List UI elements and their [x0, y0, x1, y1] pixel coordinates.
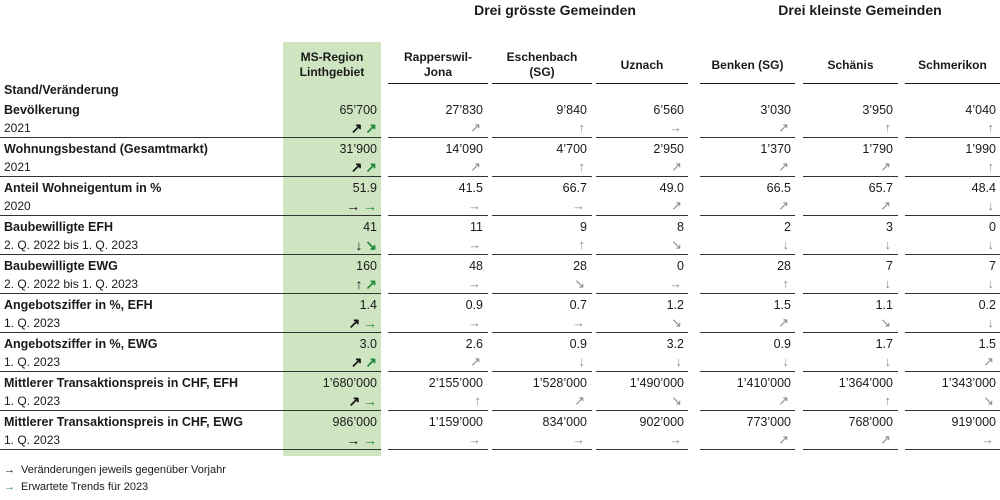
col-header-uznach: Uznach: [620, 57, 664, 72]
cell-value: 51.9: [352, 181, 377, 195]
row-divider: [700, 293, 795, 294]
legend-item: [4, 481, 148, 493]
row-divider: [803, 410, 898, 411]
row-divider: [803, 137, 898, 138]
row-divider: [905, 176, 1000, 177]
cell-value: 834’000: [542, 415, 587, 429]
row-period: 1. Q. 2023: [4, 394, 61, 408]
change-arrow-icon: ↗: [348, 315, 361, 331]
row-divider: [803, 449, 898, 450]
table-row: [0, 412, 1000, 450]
row-divider: [492, 137, 592, 138]
trend-arrow-icon: ↑: [474, 393, 481, 408]
trend-arrow-icon: ↑: [578, 237, 585, 252]
row-divider: [700, 215, 795, 216]
row-divider: [803, 215, 898, 216]
forecast-arrow-icon: ↗: [365, 354, 377, 370]
header-divider: [905, 83, 1000, 84]
stand-label: Stand/Veränderung: [4, 83, 119, 97]
row-divider: [492, 176, 592, 177]
row-divider: [803, 176, 898, 177]
cell-value: 27’830: [445, 103, 483, 117]
cell-value: 11: [470, 220, 483, 234]
cell-value: 1’370: [760, 142, 791, 156]
forecast-arrow-icon: →: [363, 393, 377, 409]
cell-value: 65.7: [868, 181, 893, 195]
trend-arrow-icon: →: [669, 432, 682, 447]
row-divider: [0, 332, 381, 333]
cell-value: 2’950: [653, 142, 684, 156]
trend-arrow-icon: [351, 159, 377, 176]
cell-value: 7: [886, 259, 893, 273]
cell-value: 9’840: [556, 103, 587, 117]
trend-arrow-icon: ↑: [987, 120, 994, 135]
forecast-arrow-icon: ↗: [365, 120, 377, 136]
col-header-schmerikon: Schmerikon: [918, 57, 987, 72]
trend-arrow-icon: →: [669, 120, 682, 135]
col-header-rapperswil: Rapperswil- Jona: [403, 50, 472, 79]
row-divider: [596, 410, 688, 411]
trend-arrow-icon: ↗: [778, 120, 789, 135]
cell-value: 1.5: [773, 298, 791, 312]
row-divider: [905, 254, 1000, 255]
row-divider: [596, 449, 688, 450]
change-arrow-icon: ↗: [350, 159, 363, 175]
cell-value: 66.5: [766, 181, 791, 195]
trend-arrow-icon: ↗: [778, 432, 789, 447]
trend-arrow-icon: ↘: [574, 276, 585, 291]
trend-arrow-icon: ↓: [987, 315, 994, 330]
cell-value: 1’159’000: [428, 415, 483, 429]
trend-arrow-icon: →: [468, 276, 481, 291]
row-divider: [492, 254, 592, 255]
row-divider: [905, 410, 1000, 411]
trend-arrow-icon: [346, 198, 377, 214]
change-arrow-icon: ↑: [355, 276, 363, 292]
trend-arrow-icon: ↑: [987, 159, 994, 174]
table-row: [0, 334, 1000, 372]
row-period: 1. Q. 2023: [4, 433, 61, 447]
trend-arrow-icon: ↑: [578, 159, 585, 174]
row-divider: [388, 371, 488, 372]
table-row: [0, 100, 1000, 138]
cell-value: 160: [356, 259, 377, 273]
cell-value: 919’000: [951, 415, 996, 429]
trend-arrow-icon: ↓: [987, 237, 994, 252]
trend-arrow-icon: ↘: [671, 237, 682, 252]
trend-arrow-icon: ↑: [884, 393, 891, 408]
cell-value: 0.9: [465, 298, 483, 312]
trend-arrow-icon: ↓: [782, 237, 789, 252]
arrow-right-icon: →: [4, 481, 15, 493]
cell-value: 1’680’000: [322, 376, 377, 390]
row-divider: [700, 410, 795, 411]
trend-arrow-icon: [348, 393, 377, 410]
row-label: Angebotsziffer in %, EWG: [4, 337, 158, 351]
trend-arrow-icon: [346, 432, 377, 448]
row-divider: [700, 371, 795, 372]
row-divider: [388, 293, 488, 294]
col-header-region: MS-Region Linthgebiet: [299, 50, 365, 79]
row-divider: [388, 449, 488, 450]
row-divider: [388, 176, 488, 177]
row-divider: [905, 449, 1000, 450]
trend-arrow-icon: →: [981, 432, 994, 447]
row-divider: [492, 449, 592, 450]
row-divider: [0, 215, 381, 216]
cell-value: 4’040: [965, 103, 996, 117]
cell-value: 8: [677, 220, 684, 234]
cell-value: 1’990: [965, 142, 996, 156]
row-divider: [0, 176, 381, 177]
trend-arrow-icon: →: [572, 315, 585, 330]
forecast-arrow-icon: ↘: [365, 237, 377, 253]
trend-arrow-icon: [355, 237, 377, 254]
trend-arrow-icon: ↗: [671, 198, 682, 213]
row-divider: [0, 449, 381, 450]
cell-value: 2’155’000: [428, 376, 483, 390]
forecast-arrow-icon: →: [363, 315, 377, 331]
change-arrow-icon: ↗: [350, 120, 363, 136]
cell-value: 1.2: [666, 298, 684, 312]
arrow-right-icon: →: [4, 464, 15, 476]
cell-value: 1.5: [978, 337, 996, 351]
row-divider: [596, 332, 688, 333]
row-divider: [596, 293, 688, 294]
row-divider: [492, 410, 592, 411]
trend-arrow-icon: [348, 315, 377, 332]
group-smallest-heading: Drei kleinste Gemeinden: [778, 2, 942, 18]
row-divider: [0, 410, 381, 411]
row-divider: [803, 371, 898, 372]
table-row: [0, 217, 1000, 255]
table-row: [0, 295, 1000, 333]
cell-value: 773’000: [746, 415, 791, 429]
legend-text: Erwartete Trends für 2023: [21, 481, 149, 493]
row-divider: [388, 410, 488, 411]
change-arrow-icon: →: [346, 198, 361, 214]
cell-value: 3’950: [862, 103, 893, 117]
trend-arrow-icon: ↓: [782, 354, 789, 369]
table-row: [0, 256, 1000, 294]
row-divider: [700, 137, 795, 138]
trend-arrow-icon: ↑: [578, 120, 585, 135]
trend-arrow-icon: ↗: [470, 159, 481, 174]
forecast-arrow-icon: →: [363, 432, 377, 448]
row-divider: [388, 137, 488, 138]
row-divider: [492, 371, 592, 372]
cell-value: 1’528’000: [532, 376, 587, 390]
cell-value: 1.1: [875, 298, 893, 312]
trend-arrow-icon: →: [572, 432, 585, 447]
table-row: [0, 178, 1000, 216]
row-divider: [803, 332, 898, 333]
change-arrow-icon: ↗: [350, 354, 363, 370]
row-period: 1. Q. 2023: [4, 316, 61, 330]
row-divider: [0, 254, 381, 255]
trend-arrow-icon: [351, 354, 377, 371]
trend-arrow-icon: ↓: [884, 354, 891, 369]
row-period: 2. Q. 2022 bis 1. Q. 2023: [4, 277, 139, 291]
row-label: Mittlerer Transaktionspreis in CHF, EFH: [4, 376, 239, 390]
trend-arrow-icon: ↘: [671, 315, 682, 330]
row-divider: [905, 215, 1000, 216]
row-label: Bevölkerung: [4, 103, 80, 117]
cell-value: 2: [784, 220, 791, 234]
trend-arrow-icon: ↗: [778, 198, 789, 213]
legend-text: Veränderungen jeweils gegenüber Vorjahr: [21, 464, 226, 476]
row-label: Anteil Wohneigentum in %: [4, 181, 162, 195]
cell-value: 1’490’000: [629, 376, 684, 390]
header-divider: [700, 83, 795, 84]
row-label: Wohnungsbestand (Gesamtmarkt): [4, 142, 208, 156]
trend-arrow-icon: ↑: [782, 276, 789, 291]
cell-value: 6’560: [653, 103, 684, 117]
row-label: Mittlerer Transaktionspreis in CHF, EWG: [4, 415, 243, 429]
cell-value: 41.5: [458, 181, 483, 195]
row-divider: [905, 371, 1000, 372]
cell-value: 48.4: [971, 181, 996, 195]
cell-value: 1’343’000: [941, 376, 996, 390]
cell-value: 0.7: [569, 298, 587, 312]
cell-value: 41: [363, 220, 377, 234]
row-label: Angebotsziffer in %, EFH: [4, 298, 153, 312]
row-divider: [388, 254, 488, 255]
table-row: [0, 373, 1000, 411]
cell-value: 1.7: [875, 337, 893, 351]
trend-arrow-icon: ↗: [778, 393, 789, 408]
cell-value: 4’700: [556, 142, 587, 156]
cell-value: 2.6: [465, 337, 483, 351]
row-period: 2020: [4, 199, 31, 213]
cell-value: 0.9: [569, 337, 587, 351]
trend-arrow-icon: ↗: [470, 354, 481, 369]
trend-arrow-icon: ↓: [675, 354, 682, 369]
trend-arrow-icon: →: [468, 432, 481, 447]
trend-arrow-icon: →: [572, 198, 585, 213]
row-divider: [803, 293, 898, 294]
cell-value: 3: [886, 220, 893, 234]
row-divider: [905, 137, 1000, 138]
trend-arrow-icon: ↗: [778, 315, 789, 330]
col-header-eschenbach: Eschenbach (SG): [506, 50, 578, 79]
cell-value: 1’410’000: [736, 376, 791, 390]
group-largest-heading: Drei grösste Gemeinden: [474, 2, 636, 18]
cell-value: 31’900: [339, 142, 377, 156]
cell-value: 3.2: [666, 337, 684, 351]
trend-arrow-icon: ↓: [884, 276, 891, 291]
cell-value: 1’364’000: [838, 376, 893, 390]
row-divider: [803, 254, 898, 255]
row-label: Baubewilligte EWG: [4, 259, 118, 273]
row-period: 2021: [4, 121, 31, 135]
cell-value: 768’000: [848, 415, 893, 429]
trend-arrow-icon: ↗: [880, 198, 891, 213]
change-arrow-icon: →: [346, 432, 361, 448]
cell-value: 49.0: [659, 181, 684, 195]
col-header-benken: Benken (SG): [711, 57, 784, 72]
row-label: Baubewilligte EFH: [4, 220, 114, 234]
row-divider: [596, 215, 688, 216]
row-divider: [492, 293, 592, 294]
row-divider: [596, 254, 688, 255]
row-divider: [905, 293, 1000, 294]
row-divider: [492, 332, 592, 333]
row-divider: [388, 215, 488, 216]
trend-arrow-icon: →: [669, 276, 682, 291]
table-row: [0, 139, 1000, 177]
forecast-arrow-icon: →: [363, 198, 377, 214]
change-arrow-icon: ↗: [348, 393, 361, 409]
row-divider: [596, 176, 688, 177]
row-divider: [0, 137, 381, 138]
header-divider: [388, 83, 488, 84]
trend-arrow-icon: ↗: [880, 159, 891, 174]
cell-value: 0: [677, 259, 684, 273]
forecast-arrow-icon: ↗: [365, 159, 377, 175]
trend-arrow-icon: [355, 276, 377, 293]
cell-value: 0.2: [978, 298, 996, 312]
cell-value: 986’000: [332, 415, 377, 429]
row-period: 2021: [4, 160, 31, 174]
trend-arrow-icon: →: [468, 198, 481, 213]
header-divider: [596, 83, 688, 84]
cell-value: 66.7: [562, 181, 587, 195]
header-divider: [803, 83, 898, 84]
row-divider: [700, 332, 795, 333]
cell-value: 902’000: [639, 415, 684, 429]
cell-value: 28: [777, 259, 791, 273]
change-arrow-icon: ↓: [355, 237, 363, 253]
trend-arrow-icon: ↓: [987, 276, 994, 291]
trend-arrow-icon: ↘: [671, 393, 682, 408]
cell-value: 14’090: [445, 142, 483, 156]
cell-value: 3’030: [760, 103, 791, 117]
cell-value: 1.4: [359, 298, 377, 312]
row-divider: [596, 371, 688, 372]
cell-value: 7: [989, 259, 996, 273]
header-divider: [492, 83, 592, 84]
cell-value: 28: [573, 259, 587, 273]
cell-value: 1’790: [862, 142, 893, 156]
row-divider: [0, 371, 381, 372]
row-divider: [596, 137, 688, 138]
cell-value: 0: [989, 220, 996, 234]
trend-arrow-icon: [351, 120, 377, 137]
trend-arrow-icon: ↗: [671, 159, 682, 174]
trend-arrow-icon: →: [468, 315, 481, 330]
cell-value: 9: [580, 220, 587, 234]
legend-item: [4, 464, 226, 476]
row-divider: [492, 215, 592, 216]
row-period: 2. Q. 2022 bis 1. Q. 2023: [4, 238, 139, 252]
row-divider: [700, 176, 795, 177]
trend-arrow-icon: ↗: [880, 432, 891, 447]
forecast-arrow-icon: ↗: [365, 276, 377, 292]
col-header-schaenis: Schänis: [827, 57, 874, 72]
trend-arrow-icon: ↗: [574, 393, 585, 408]
row-divider: [700, 254, 795, 255]
cell-value: 0.9: [773, 337, 791, 351]
trend-arrow-icon: ↗: [778, 159, 789, 174]
cell-value: 3.0: [359, 337, 377, 351]
row-divider: [700, 449, 795, 450]
trend-arrow-icon: ↓: [884, 237, 891, 252]
row-divider: [905, 332, 1000, 333]
trend-arrow-icon: →: [468, 237, 481, 252]
trend-arrow-icon: ↓: [578, 354, 585, 369]
row-period: 1. Q. 2023: [4, 355, 61, 369]
row-divider: [388, 332, 488, 333]
trend-arrow-icon: ↘: [880, 315, 891, 330]
trend-arrow-icon: ↘: [983, 393, 994, 408]
trend-arrow-icon: ↓: [987, 198, 994, 213]
trend-arrow-icon: ↗: [470, 120, 481, 135]
row-divider: [0, 293, 381, 294]
cell-value: 48: [469, 259, 483, 273]
cell-value: 65’700: [339, 103, 377, 117]
trend-arrow-icon: ↗: [983, 354, 994, 369]
trend-arrow-icon: ↑: [884, 120, 891, 135]
